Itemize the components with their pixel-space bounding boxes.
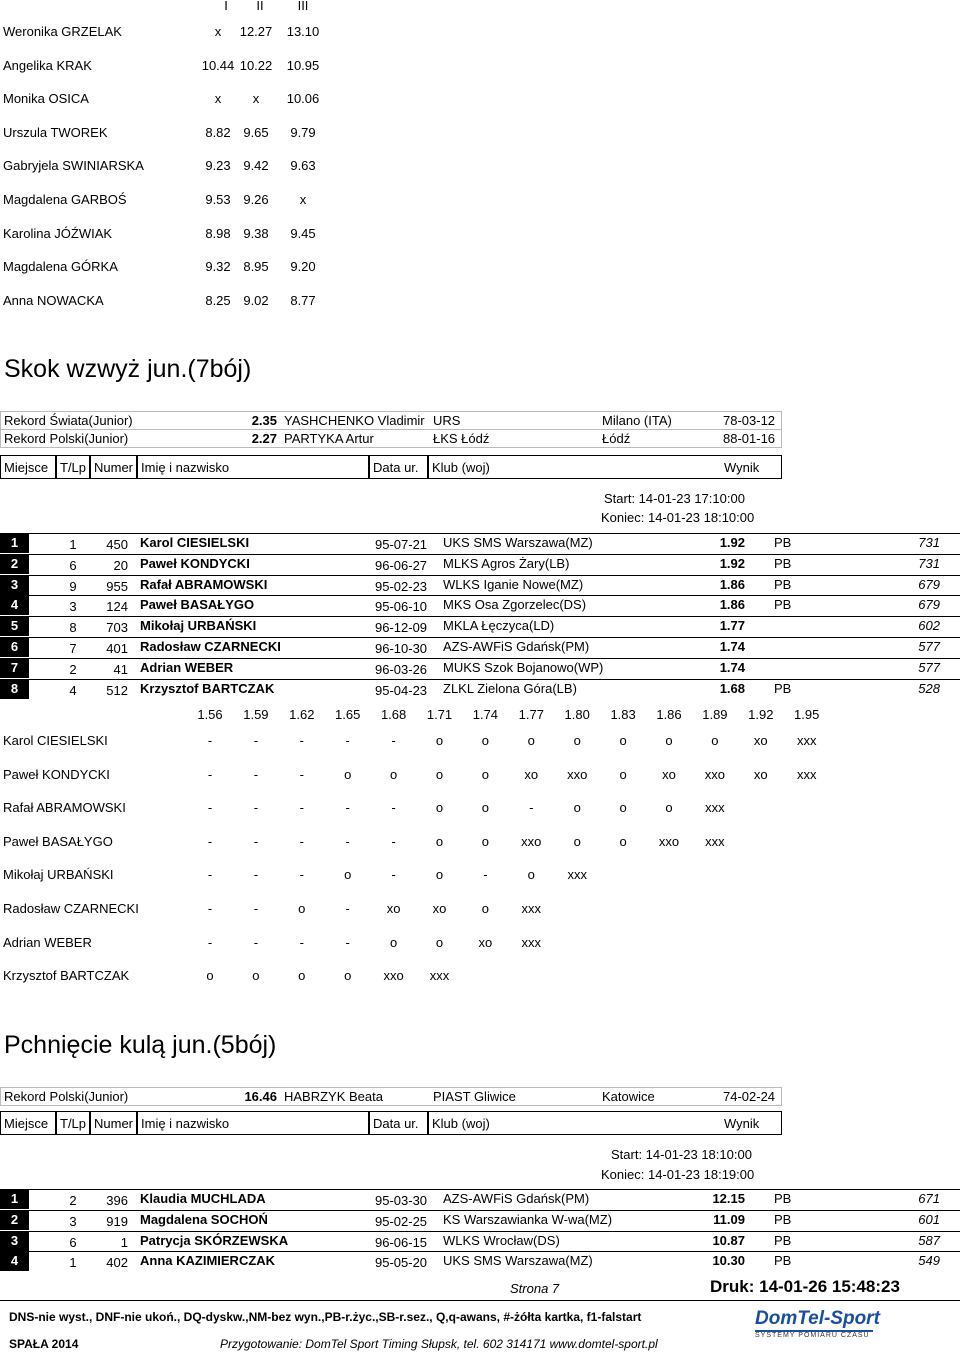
result-dob: 96-06-27 <box>375 557 428 573</box>
jump-attempt: xxo <box>567 766 588 782</box>
header-club: Klub (woj) <box>428 455 782 479</box>
record-label: Rekord Świata(Junior) <box>4 413 133 428</box>
result-pb: PB <box>774 1253 792 1269</box>
result-place: 2 <box>0 554 29 574</box>
record-label: Rekord Polski(Junior) <box>4 431 129 446</box>
jumper-name: Paweł BASAŁYGO <box>3 833 113 849</box>
header-name: Imię i nazwisko <box>137 1111 369 1135</box>
result-dob: 96-06-15 <box>375 1234 428 1250</box>
header-num: Numer <box>90 455 137 479</box>
result-points: 587 <box>918 1232 940 1248</box>
jump-attempt: xxx <box>796 733 817 748</box>
result-pb: PB <box>774 555 792 571</box>
result-points: 577 <box>918 639 940 654</box>
result-lane: 6 <box>69 557 77 573</box>
jump-attempt: - <box>345 934 350 950</box>
jump-attempt: o <box>435 934 444 950</box>
jump-attempt: xxo <box>383 968 404 984</box>
jumper-name: Mikołaj URBAŃSKI <box>3 867 114 883</box>
header-num: Numer <box>90 1111 137 1135</box>
result-place: 8 <box>0 679 29 699</box>
result-name: Rafał ABRAMOWSKI <box>140 576 268 592</box>
header-result: Wynik <box>724 460 760 475</box>
result-points: 671 <box>918 1191 940 1206</box>
jumper-name: Radosław CZARNECKI <box>3 901 139 916</box>
result-mark: 10.30 <box>712 1253 745 1269</box>
logo-subtitle: SYSTEMY POMIARU CZASU <box>755 1330 873 1339</box>
jump-attempt: o <box>665 800 673 816</box>
jump-attempt: o <box>435 800 444 816</box>
attempt-value: 9.02 <box>243 292 269 308</box>
jump-attempt: - <box>299 800 304 816</box>
result-club: KS Warszawianka W-wa(MZ) <box>443 1211 613 1227</box>
footer-divider <box>0 1300 960 1301</box>
result-club: AZS-AWFiS Gdańsk(PM) <box>443 1191 590 1206</box>
jumper-name: Adrian WEBER <box>3 934 92 950</box>
result-lane: 9 <box>69 578 77 594</box>
result-place: 4 <box>0 1251 29 1271</box>
attempt-value: 10.22 <box>239 57 273 73</box>
high-jump-end-time: Koniec: 14-01-23 18:10:00 <box>601 510 755 525</box>
header-place: Miejsce <box>0 455 56 479</box>
jump-attempt: - <box>483 867 488 883</box>
jump-attempt: o <box>344 867 352 883</box>
result-pb: PB <box>774 597 792 613</box>
athlete-name: Magdalena GARBOŚ <box>3 192 127 207</box>
result-lane: 1 <box>69 537 77 552</box>
attempt-value: 8.77 <box>290 292 316 308</box>
header-dob: Data ur. <box>369 455 428 479</box>
jump-attempt: - <box>299 733 304 748</box>
header-place: Miejsce <box>0 1111 56 1135</box>
header-club: Klub (woj) <box>428 1111 782 1135</box>
jump-attempt: o <box>435 766 444 782</box>
bar-height: 1.92 <box>748 707 774 722</box>
bar-height: 1.71 <box>426 707 453 722</box>
jump-attempt: o <box>573 833 581 849</box>
athlete-name: Monika OSICA <box>3 91 89 107</box>
result-lane: 3 <box>69 1213 77 1229</box>
bar-height: 1.80 <box>564 707 590 722</box>
result-mark: 1.77 <box>719 618 745 634</box>
jump-attempt: xxx <box>705 800 725 816</box>
jump-attempt: o <box>344 968 352 984</box>
bar-height: 1.65 <box>335 707 361 722</box>
attempt-value: 8.25 <box>205 292 231 308</box>
attempt-value: 9.26 <box>243 192 269 207</box>
result-points: 528 <box>918 680 940 696</box>
result-club: MUKS Szok Bojanowo(WP) <box>443 659 604 675</box>
result-dob: 95-05-20 <box>375 1255 428 1271</box>
jump-attempt: xxo <box>658 833 680 849</box>
jump-attempt: - <box>253 733 259 748</box>
result-pb: PB <box>774 680 792 696</box>
jump-attempt: xo <box>432 901 447 916</box>
jump-attempt: xo <box>662 766 676 782</box>
result-name: Mikołaj URBAŃSKI <box>140 618 257 634</box>
result-bib: 124 <box>106 599 128 615</box>
result-lane: 2 <box>69 661 77 677</box>
result-place: 1 <box>0 533 29 553</box>
attempt-value: 9.32 <box>205 259 231 275</box>
result-dob: 96-03-26 <box>375 661 428 677</box>
result-mark: 12.15 <box>712 1191 745 1206</box>
record-club: URS <box>433 413 461 428</box>
attempt-value: x <box>214 91 222 107</box>
athlete-name: Anna NOWACKA <box>3 292 104 308</box>
jumper-name: Rafał ABRAMOWSKI <box>3 800 126 816</box>
result-place: 6 <box>0 637 29 657</box>
result-club: UKS SMS Warszawa(MZ) <box>443 1253 593 1269</box>
jump-attempt: xo <box>478 934 493 950</box>
attempt-column-header: III <box>297 0 309 13</box>
bar-height: 1.95 <box>794 707 820 722</box>
result-bib: 512 <box>106 682 128 698</box>
result-mark: 11.09 <box>713 1211 745 1227</box>
jump-attempt: o <box>252 968 260 984</box>
attempt-column-header: II <box>256 0 264 13</box>
result-name: Adrian WEBER <box>140 659 234 675</box>
event-name: SPAŁA 2014 <box>9 1337 79 1351</box>
jump-attempt: - <box>207 833 213 849</box>
shot-put-title: Pchnięcie kulą jun.(5bój) <box>4 1031 277 1059</box>
result-lane: 4 <box>69 682 77 698</box>
result-name: Anna KAZIMIERCZAK <box>140 1253 276 1269</box>
bar-height: 1.59 <box>243 707 269 722</box>
header-result: Wynik <box>724 1116 760 1131</box>
jump-attempt: - <box>253 901 259 916</box>
jump-attempt: - <box>253 867 259 883</box>
jump-attempt: o <box>435 733 444 748</box>
jump-attempt: o <box>435 833 444 849</box>
result-bib: 401 <box>106 641 128 656</box>
record-place: Łódź <box>602 431 631 446</box>
result-place: 2 <box>0 1210 29 1230</box>
bar-height: 1.68 <box>380 707 407 722</box>
result-pb: PB <box>774 576 792 592</box>
result-lane: 1 <box>69 1255 77 1271</box>
record-place: Katowice <box>602 1089 655 1104</box>
result-place: 1 <box>0 1189 29 1209</box>
jump-attempt: xxx <box>521 934 542 950</box>
jumper-name: Krzysztof BARTCZAK <box>3 968 130 984</box>
record-value: 2.27 <box>251 431 277 446</box>
athlete-name: Angelika KRAK <box>3 57 92 73</box>
jump-attempt: - <box>345 901 350 916</box>
jump-attempt: - <box>391 800 396 816</box>
jump-attempt: xxx <box>429 968 450 984</box>
jump-attempt: o <box>527 733 535 748</box>
bar-height: 1.77 <box>518 707 544 722</box>
result-mark: 1.74 <box>719 639 745 654</box>
bar-height: 1.83 <box>610 707 636 722</box>
jump-attempt: xxo <box>521 833 542 849</box>
attempt-value: x <box>299 192 307 207</box>
record-row <box>0 411 782 430</box>
result-lane: 8 <box>69 620 77 636</box>
result-pb: PB <box>774 535 792 550</box>
jump-attempt: - <box>207 766 213 782</box>
jump-attempt: - <box>207 867 213 883</box>
result-dob: 96-10-30 <box>375 641 428 656</box>
result-points: 731 <box>918 555 940 571</box>
header-lp: T/Lp <box>56 1111 90 1135</box>
bar-height: 1.89 <box>702 707 728 722</box>
domtel-logo <box>755 1308 880 1346</box>
bar-height: 1.56 <box>197 707 223 722</box>
result-pb: PB <box>774 1232 792 1248</box>
result-dob: 95-02-23 <box>375 578 428 594</box>
athlete-name: Gabryjela SWINIARSKA <box>3 158 144 174</box>
jumper-name: Paweł KONDYCKI <box>3 766 110 782</box>
result-dob: 95-07-21 <box>375 537 428 552</box>
attempt-value: 13.10 <box>286 24 320 39</box>
result-place: 3 <box>0 1231 29 1251</box>
result-points: 549 <box>918 1253 940 1269</box>
attempt-value: 9.45 <box>290 225 316 241</box>
result-bib: 1 <box>120 1234 128 1250</box>
jump-attempt: - <box>345 800 350 816</box>
jump-attempt: xxo <box>704 766 725 782</box>
jump-attempt: - <box>299 934 304 950</box>
result-lane: 7 <box>69 641 77 656</box>
jump-attempt: o <box>619 733 627 748</box>
attempt-value: 9.63 <box>290 158 316 174</box>
jump-attempt: xo <box>386 901 401 916</box>
result-bib: 20 <box>113 557 128 573</box>
result-place: 3 <box>0 575 29 595</box>
result-bib: 919 <box>106 1213 128 1229</box>
attempt-value: 12.27 <box>239 24 273 39</box>
attempt-value: x <box>252 91 260 107</box>
result-lane: 6 <box>69 1234 77 1250</box>
result-dob: 95-04-23 <box>375 682 428 698</box>
result-points: 679 <box>918 576 940 592</box>
jump-attempt: - <box>345 833 350 849</box>
jump-attempt: o <box>389 766 398 782</box>
jump-attempt: o <box>389 934 398 950</box>
jump-attempt: - <box>207 901 213 916</box>
attempt-value: 8.82 <box>205 124 231 140</box>
result-bib: 402 <box>106 1255 128 1271</box>
attempt-value: 8.98 <box>205 225 231 241</box>
jump-attempt: xxx <box>567 867 587 883</box>
jump-attempt: o <box>619 800 627 816</box>
shot-put-end-time: Koniec: 14-01-23 18:19:00 <box>601 1167 755 1182</box>
record-value: 16.46 <box>244 1089 277 1104</box>
record-club: PIAST Gliwice <box>433 1089 516 1104</box>
attempt-value: x <box>214 24 222 39</box>
attempt-value: 9.42 <box>243 158 269 174</box>
record-holder: YASHCHENKO Vladimir <box>284 413 425 428</box>
result-bib: 41 <box>113 661 128 677</box>
footer-prepared-by: Przygotowanie: DomTel Sport Timing Słupsk, tel. 602 314171 www.domtel-sport.pl <box>220 1337 658 1351</box>
jump-attempt: xxx <box>705 833 725 849</box>
athlete-name: Weronika GRZELAK <box>3 24 122 39</box>
jump-attempt: - <box>253 800 259 816</box>
result-lane: 2 <box>69 1193 77 1208</box>
record-value: 2.35 <box>251 413 277 428</box>
result-points: 679 <box>918 597 940 613</box>
result-mark: 1.92 <box>719 555 745 571</box>
footer-legend: DNS-nie wyst., DNF-nie ukoń., DQ-dyskw.,NM-bez wyn.,PB-r.życ.,SB-r.sez., Q,q-awans, #-żółta kartka, f1-falstart <box>9 1310 642 1324</box>
jump-attempt: o <box>481 901 489 916</box>
jump-attempt: - <box>253 833 259 849</box>
jump-attempt: o <box>619 766 627 782</box>
result-name: Patrycja SKÓRZEWSKA <box>140 1232 289 1248</box>
record-club: ŁKS Łódź <box>433 431 490 446</box>
athlete-name: Magdalena GÓRKA <box>3 259 118 275</box>
result-bib: 450 <box>106 537 128 552</box>
result-club: MLKS Agros Żary(LB) <box>443 555 570 571</box>
jump-attempt: o <box>573 733 581 748</box>
jump-attempt: - <box>529 800 534 816</box>
result-dob: 95-06-10 <box>375 599 428 615</box>
record-row <box>0 1087 782 1106</box>
jump-attempt: - <box>391 733 396 748</box>
record-label: Rekord Polski(Junior) <box>4 1089 129 1104</box>
result-lane: 3 <box>69 599 77 615</box>
jump-attempt: xo <box>753 733 768 748</box>
logo-text: DomTel-Sport <box>755 1308 880 1329</box>
result-points: 731 <box>918 535 940 550</box>
attempt-value: 9.20 <box>290 259 316 275</box>
jump-attempt: o <box>481 833 489 849</box>
print-timestamp: Druk: 14-01-26 15:48:23 <box>710 1277 900 1296</box>
result-points: 577 <box>918 659 940 675</box>
result-mark: 1.74 <box>719 659 745 675</box>
high-jump-start-time: Start: 14-01-23 17:10:00 <box>604 491 745 506</box>
attempt-value: 10.95 <box>286 57 320 73</box>
bar-height: 1.62 <box>289 707 315 722</box>
page-number: Strona 7 <box>510 1281 560 1296</box>
jump-attempt: o <box>573 800 581 816</box>
record-holder: HABRZYK Beata <box>284 1089 383 1104</box>
result-name: Krzysztof BARTCZAK <box>140 680 275 696</box>
record-date: 78-03-12 <box>723 413 776 428</box>
jump-attempt: xo <box>753 766 768 782</box>
jump-attempt: - <box>391 833 396 849</box>
result-club: WLKS Iganie Nowe(MZ) <box>443 576 584 592</box>
record-holder: PARTYKA Artur <box>284 431 374 446</box>
jump-attempt: - <box>207 800 213 816</box>
bar-height: 1.86 <box>656 707 682 722</box>
result-club: UKS SMS Warszawa(MZ) <box>443 535 593 550</box>
result-club: AZS-AWFiS Gdańsk(PM) <box>443 639 590 654</box>
jump-attempt: o <box>481 733 489 748</box>
attempt-value: 10.44 <box>201 57 235 73</box>
result-pb: PB <box>774 1211 792 1227</box>
jump-attempt: - <box>299 766 304 782</box>
attempt-value: 9.65 <box>243 124 269 140</box>
attempt-value: 10.06 <box>286 91 320 107</box>
jump-attempt: - <box>207 733 213 748</box>
shot-put-start-time: Start: 14-01-23 18:10:00 <box>611 1147 752 1162</box>
jump-attempt: o <box>206 968 214 984</box>
attempt-column-header: I <box>224 0 228 13</box>
result-mark: 10.87 <box>712 1232 745 1248</box>
jump-attempt: o <box>481 800 489 816</box>
header-lp: T/Lp <box>56 455 90 479</box>
jump-attempt: o <box>619 833 627 849</box>
attempt-value: 9.23 <box>205 158 231 174</box>
jump-attempt: o <box>527 867 535 883</box>
jump-attempt: o <box>435 867 444 883</box>
attempt-value: 9.53 <box>205 192 231 207</box>
bar-height: 1.74 <box>472 707 499 722</box>
result-bib: 955 <box>106 578 128 594</box>
result-place: 7 <box>0 658 29 678</box>
result-name: Paweł BASAŁYGO <box>140 597 255 613</box>
result-pb: PB <box>774 1191 792 1206</box>
attempt-value: 8.95 <box>243 259 269 275</box>
result-mark: 1.86 <box>719 576 745 592</box>
result-bib: 703 <box>106 620 128 636</box>
high-jump-title: Skok wzwyż jun.(7bój) <box>4 355 252 383</box>
result-name: Paweł KONDYCKI <box>140 555 250 571</box>
jump-attempt: xo <box>524 766 539 782</box>
result-place: 4 <box>0 595 29 615</box>
jump-attempt: o <box>298 968 306 984</box>
jump-attempt: o <box>665 733 673 748</box>
jump-attempt: o <box>344 766 352 782</box>
jump-attempt: - <box>207 934 213 950</box>
jump-attempt: - <box>253 934 259 950</box>
jumper-name: Karol CIESIELSKI <box>3 733 108 748</box>
record-place: Milano (ITA) <box>602 413 672 428</box>
jump-attempt: xxx <box>796 766 817 782</box>
jump-attempt: o <box>298 901 306 916</box>
result-bib: 396 <box>106 1193 128 1208</box>
result-dob: 96-12-09 <box>375 620 428 636</box>
athlete-name: Karolina JÓŹWIAK <box>3 225 113 241</box>
result-club: MKLA Łęczyca(LD) <box>443 618 555 634</box>
jump-attempt: - <box>391 867 396 883</box>
result-mark: 1.68 <box>719 680 745 696</box>
result-mark: 1.92 <box>719 535 745 550</box>
result-name: Radosław CZARNECKI <box>140 639 281 654</box>
jump-attempt: xxx <box>521 901 542 916</box>
result-points: 602 <box>918 618 940 634</box>
header-dob: Data ur. <box>369 1111 428 1135</box>
jump-attempt: o <box>711 733 719 748</box>
result-name: Magdalena SOCHOŃ <box>140 1211 268 1227</box>
attempt-value: 9.79 <box>290 124 316 140</box>
jump-attempt: - <box>299 867 304 883</box>
record-row <box>0 429 782 448</box>
jump-attempt: - <box>345 733 350 748</box>
result-club: WLKS Wrocław(DS) <box>443 1232 560 1248</box>
jump-attempt: o <box>481 766 489 782</box>
result-place: 5 <box>0 616 29 636</box>
result-name: Klaudia MUCHLADA <box>140 1191 266 1206</box>
result-mark: 1.86 <box>719 597 745 613</box>
jump-attempt: - <box>299 833 304 849</box>
jump-attempt: - <box>253 766 259 782</box>
record-date: 88-01-16 <box>723 431 776 446</box>
record-date: 74-02-24 <box>723 1089 776 1104</box>
athlete-name: Urszula TWOREK <box>3 124 108 140</box>
result-club: ZLKL Zielona Góra(LB) <box>443 680 577 696</box>
attempt-value: 9.38 <box>243 225 269 241</box>
result-dob: 95-02-25 <box>375 1213 428 1229</box>
result-name: Karol CIESIELSKI <box>140 535 250 550</box>
result-club: MKS Osa Zgorzelec(DS) <box>443 597 587 613</box>
header-name: Imię i nazwisko <box>137 455 369 479</box>
result-points: 601 <box>918 1211 940 1227</box>
result-dob: 95-03-30 <box>375 1193 428 1208</box>
